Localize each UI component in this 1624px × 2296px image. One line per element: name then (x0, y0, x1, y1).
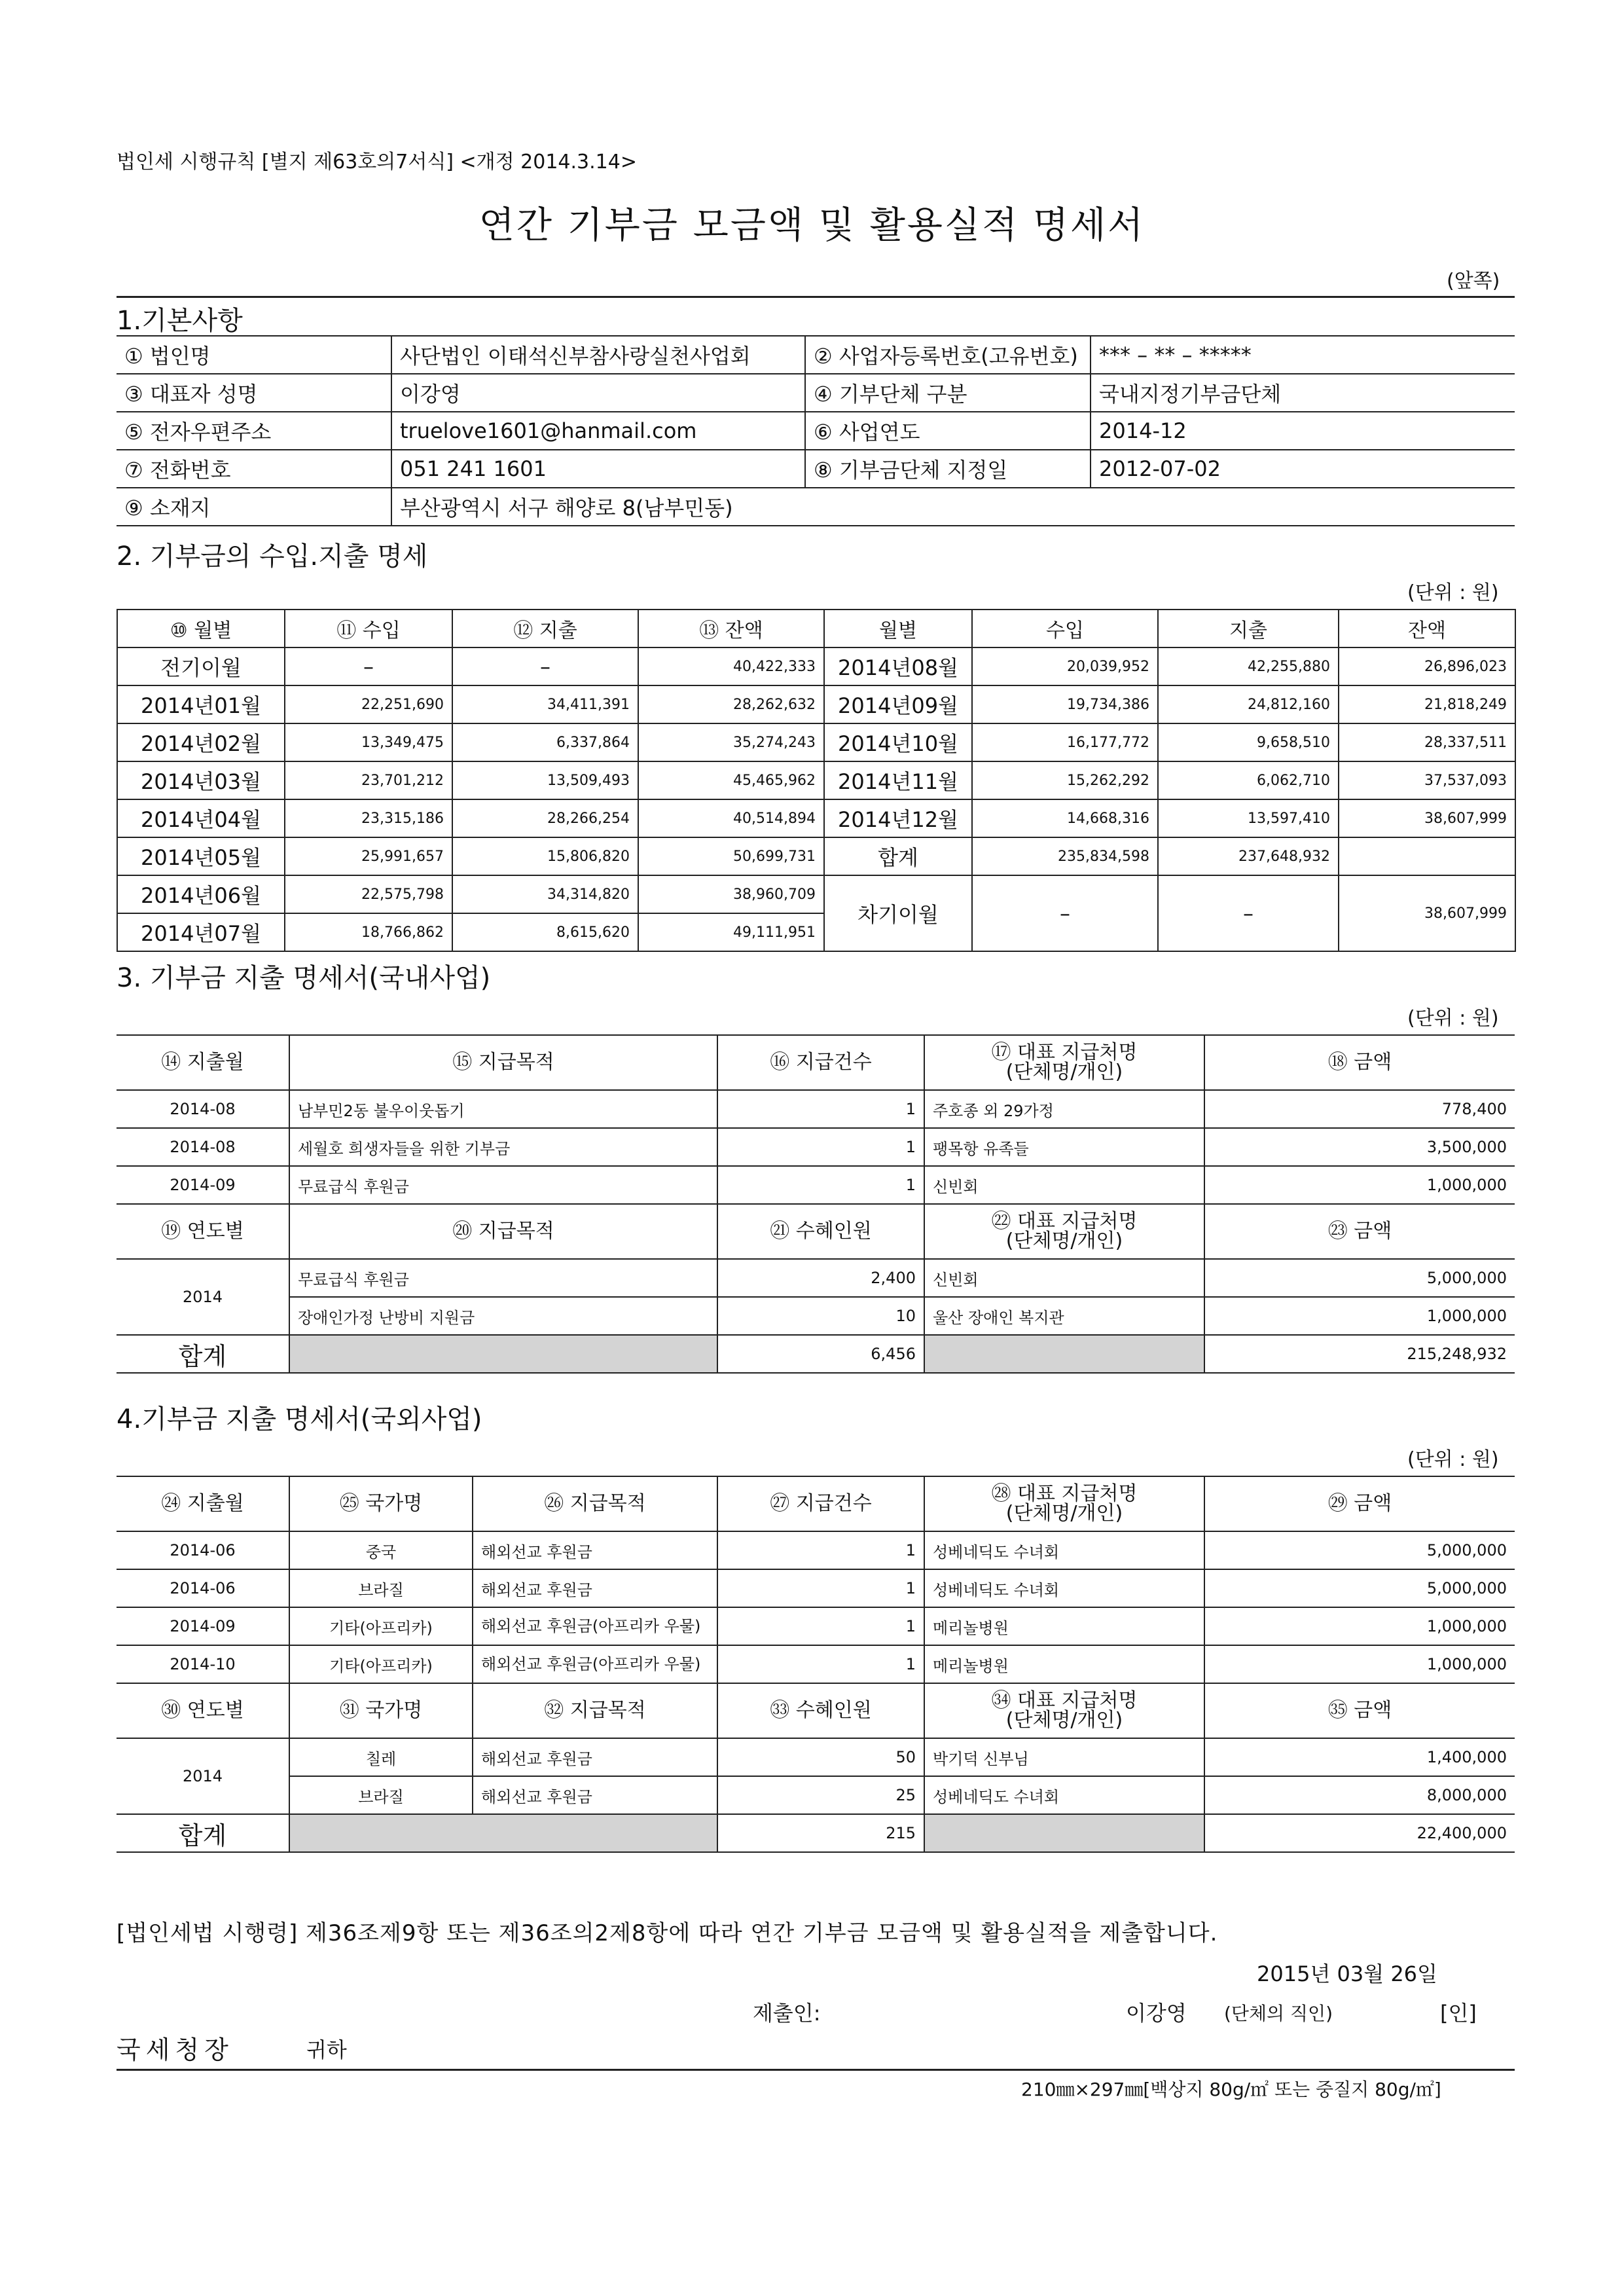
shaded-cell (924, 1814, 1204, 1852)
cell: 해외선교 후원금 (473, 1569, 717, 1607)
total-amount: 22,400,000 (1204, 1814, 1515, 1852)
cell: – (452, 647, 638, 685)
cell: 1 (717, 1569, 924, 1607)
cell: 장애인가정 난방비 지원금 (289, 1297, 717, 1335)
submitter-name: 이강영 (1126, 2001, 1187, 2026)
value: 국내지정기부금단체 (1091, 374, 1515, 412)
value: 051 241 1601 (391, 450, 805, 488)
col-header: ⑭ 지출월 (117, 1035, 289, 1090)
col-header: ⑲ 연도별 (117, 1204, 289, 1259)
label: ⑨ 소재지 (117, 488, 391, 526)
table-row (117, 1738, 1515, 1776)
cell: 남부민2동 불우이웃돕기 (289, 1090, 717, 1128)
cell: 10 (717, 1297, 924, 1335)
value: 이강영 (391, 374, 805, 412)
cell: 21,818,249 (1339, 685, 1515, 723)
cell: 기타(아프리카) (289, 1645, 473, 1683)
cell: 브라질 (289, 1569, 473, 1607)
col-header: ⑯ 지급건수 (717, 1035, 924, 1090)
cell: 성베네딕도 수녀회 (924, 1531, 1204, 1569)
total-row (117, 1814, 1515, 1852)
value: 2014-12 (1091, 412, 1515, 450)
submission-statement: [법인세법 시행령] 제36조제9항 또는 제36조의2제8항에 따라 연간 기부금 모금액 및 활용실적을 제출합니다. (117, 1920, 1218, 1946)
label: ② 사업자등록번호(고유번호) (805, 336, 1091, 374)
col-header: ㉛ 국가명 (289, 1683, 473, 1738)
cell: 38,960,709 (638, 875, 824, 913)
cell: 42,255,880 (1158, 647, 1339, 685)
cell: 세월호 희생자들을 위한 기부금 (289, 1128, 717, 1166)
cell: 16,177,772 (972, 723, 1158, 761)
table-header (117, 1476, 1515, 1531)
col-header: ㉔ 지출월 (117, 1476, 289, 1531)
unit-label: (단위 : 원) (1407, 581, 1499, 604)
cell: 45,465,962 (638, 761, 824, 799)
table-row (117, 1128, 1515, 1166)
unit-label: (단위 : 원) (1407, 1007, 1499, 1030)
col-header (924, 1683, 1204, 1738)
col-header: ⑳ 지급목적 (289, 1204, 717, 1259)
value: 2012-07-02 (1091, 450, 1515, 488)
basic-row (117, 488, 1515, 526)
col-header: ⑱ 금액 (1204, 1035, 1515, 1090)
cell (1339, 837, 1515, 875)
col-header: ⑪ 수입 (285, 610, 452, 647)
unit-label: (단위 : 원) (1407, 1448, 1499, 1471)
cell: 49,111,951 (638, 913, 824, 951)
cell: 15,806,820 (452, 837, 638, 875)
header-line: (단체명/개인) (1005, 1502, 1123, 1525)
col-header (924, 1476, 1204, 1531)
form-regulation: 법인세 시행규칙 [별지 제63호의7서식] <개정 2014.3.14> (117, 151, 637, 173)
col-header: ㉑ 수혜인원 (717, 1204, 924, 1259)
label: ③ 대표자 성명 (117, 374, 391, 412)
table-header (117, 1683, 1515, 1738)
total-row (117, 1335, 1515, 1373)
cell: 1,400,000 (1204, 1738, 1515, 1776)
cell: 13,349,475 (285, 723, 452, 761)
cell: 성베네딕도 수녀회 (924, 1569, 1204, 1607)
domestic-table (117, 1034, 1515, 1374)
cell: 2014년10월 (824, 723, 972, 761)
col-header: ⑬ 잔액 (638, 610, 824, 647)
cell: 1,000,000 (1204, 1166, 1515, 1204)
page-side: (앞쪽) (1447, 270, 1500, 293)
cell: 15,262,292 (972, 761, 1158, 799)
cell: 8,615,620 (452, 913, 638, 951)
table-row (117, 1607, 1515, 1645)
cell: 22,575,798 (285, 875, 452, 913)
table-header (117, 1035, 1515, 1090)
cell: 중국 (289, 1531, 473, 1569)
cell: 50,699,731 (638, 837, 824, 875)
total-count: 215 (717, 1814, 924, 1852)
label: ⑤ 전자우편주소 (117, 412, 391, 450)
cell: 6,337,864 (452, 723, 638, 761)
cell: 5,000,000 (1204, 1569, 1515, 1607)
label: ④ 기부단체 구분 (805, 374, 1091, 412)
cell: 2014-06 (117, 1531, 289, 1569)
col-header: ⑫ 지출 (452, 610, 638, 647)
basic-row (117, 412, 1515, 450)
cell: 34,411,391 (452, 685, 638, 723)
cell: 해외선교 후원금(아프리카 우물) (473, 1607, 717, 1645)
table-row (117, 1259, 1515, 1297)
table-row (117, 875, 1515, 913)
cell: 6,062,710 (1158, 761, 1339, 799)
col-header (924, 1035, 1204, 1090)
cell: 778,400 (1204, 1090, 1515, 1128)
cell: 2014 (117, 1259, 289, 1335)
table-row (117, 1569, 1515, 1607)
cell: 2014년03월 (117, 761, 285, 799)
cell: 5,000,000 (1204, 1259, 1515, 1297)
cell: 28,266,254 (452, 799, 638, 837)
cell: 237,648,932 (1158, 837, 1339, 875)
total-label: 합계 (117, 1335, 289, 1373)
table-row (117, 1645, 1515, 1683)
submission-date: 2015년 03월 26일 (1257, 1961, 1437, 1986)
header-line: ㉒ 대표 지급처명 (991, 1210, 1138, 1233)
col-header (924, 1204, 1204, 1259)
basic-row (117, 374, 1515, 412)
page-title: 연간 기부금 모금액 및 활용실적 명세서 (478, 204, 1146, 247)
col-header: 지출 (1158, 610, 1339, 647)
col-header: 잔액 (1339, 610, 1515, 647)
cell: 5,000,000 (1204, 1531, 1515, 1569)
cell: 2014년02월 (117, 723, 285, 761)
total-amount: 215,248,932 (1204, 1335, 1515, 1373)
cell: 2014-08 (117, 1128, 289, 1166)
cell: 박기덕 신부님 (924, 1738, 1204, 1776)
cell: – (285, 647, 452, 685)
cell: 2014년05월 (117, 837, 285, 875)
value: 사단법인 이태석신부참사랑실천사업회 (391, 336, 805, 374)
cell: 무료급식 후원금 (289, 1259, 717, 1297)
cell: 1 (717, 1607, 924, 1645)
cell: 해외선교 후원금 (473, 1531, 717, 1569)
header-line: (단체명/개인) (1005, 1709, 1123, 1732)
value: truelove1601@hanmail.com (391, 412, 805, 450)
cell: 40,422,333 (638, 647, 824, 685)
cell: 38,607,999 (1339, 875, 1515, 951)
col-header: ㉜ 지급목적 (473, 1683, 717, 1738)
shaded-cell (289, 1814, 717, 1852)
cell: 2014-08 (117, 1090, 289, 1128)
cell: 22,251,690 (285, 685, 452, 723)
cell: 2014년08월 (824, 647, 972, 685)
cell: 해외선교 후원금 (473, 1776, 717, 1814)
submitter-label: 제출인: (753, 2001, 821, 2026)
section-income-title: 2. 기부금의 수입.지출 명세 (117, 541, 428, 572)
cell: 2014-09 (117, 1166, 289, 1204)
header-line: ㉘ 대표 지급처명 (991, 1482, 1138, 1505)
label: ⑦ 전화번호 (117, 450, 391, 488)
cell: 1,000,000 (1204, 1607, 1515, 1645)
cell: 19,734,386 (972, 685, 1158, 723)
header-line: ㉞ 대표 지급처명 (991, 1689, 1138, 1712)
cell: 2014년01월 (117, 685, 285, 723)
col-header: ㉖ 지급목적 (473, 1476, 717, 1531)
cell: 2014-06 (117, 1569, 289, 1607)
col-header: ㉙ 금액 (1204, 1476, 1515, 1531)
table-row (117, 685, 1515, 723)
header-line: (단체명/개인) (1005, 1230, 1123, 1252)
section-basic-title: 1.기본사항 (117, 306, 243, 336)
cell: 메리놀병원 (924, 1607, 1204, 1645)
cell: 28,262,632 (638, 685, 824, 723)
cell: 23,315,186 (285, 799, 452, 837)
col-header: ⑩ 월별 (117, 610, 285, 647)
section-foreign-title: 4.기부금 지출 명세서(국외사업) (117, 1404, 482, 1434)
cell: 34,314,820 (452, 875, 638, 913)
cell: 전기이월 (117, 647, 285, 685)
value: *** – ** – ***** (1091, 336, 1515, 374)
cell: 차기이월 (824, 875, 972, 951)
col-header: 월별 (824, 610, 972, 647)
cell: 1 (717, 1166, 924, 1204)
cell: 24,812,160 (1158, 685, 1339, 723)
table-row (117, 1090, 1515, 1128)
col-header: ㉟ 금액 (1204, 1683, 1515, 1738)
table-row (117, 1166, 1515, 1204)
col-header: ㉗ 지급건수 (717, 1476, 924, 1531)
cell: 기타(아프리카) (289, 1607, 473, 1645)
cell: 8,000,000 (1204, 1776, 1515, 1814)
foreign-table (117, 1476, 1515, 1853)
cell: 25,991,657 (285, 837, 452, 875)
table-header (117, 610, 1515, 647)
cell: 2014년09월 (824, 685, 972, 723)
cell: 2014 (117, 1738, 289, 1814)
col-header: ㉕ 국가명 (289, 1476, 473, 1531)
cell: 1,000,000 (1204, 1297, 1515, 1335)
cell: 메리놀병원 (924, 1645, 1204, 1683)
table-row (117, 799, 1515, 837)
cell: 1 (717, 1090, 924, 1128)
cell: – (972, 875, 1158, 951)
table-header (117, 1204, 1515, 1259)
cell: 1,000,000 (1204, 1645, 1515, 1683)
cell: 2014년06월 (117, 875, 285, 913)
cell: 성베네딕도 수녀회 (924, 1776, 1204, 1814)
cell: 235,834,598 (972, 837, 1158, 875)
cell: 25 (717, 1776, 924, 1814)
table-row (117, 837, 1515, 875)
cell: 2014년11월 (824, 761, 972, 799)
cell: 신빈회 (924, 1166, 1204, 1204)
table-row (117, 647, 1515, 685)
basic-info-table (117, 335, 1515, 526)
col-header: ㉓ 금액 (1204, 1204, 1515, 1259)
cell: 1 (717, 1531, 924, 1569)
cell: 50 (717, 1738, 924, 1776)
cell: 해외선교 후원금(아프리카 우물) (473, 1645, 717, 1683)
cell: 2014-10 (117, 1645, 289, 1683)
basic-row (117, 450, 1515, 488)
label: ⑧ 기부금단체 지정일 (805, 450, 1091, 488)
income-table (117, 609, 1516, 952)
cell: 2014년12월 (824, 799, 972, 837)
basic-row (117, 336, 1515, 374)
table-row (117, 1776, 1515, 1814)
cell: 13,509,493 (452, 761, 638, 799)
cell: 28,337,511 (1339, 723, 1515, 761)
cell: 2,400 (717, 1259, 924, 1297)
label: ⑥ 사업연도 (805, 412, 1091, 450)
recipient-suffix: 귀하 (306, 2037, 347, 2062)
cell: 3,500,000 (1204, 1128, 1515, 1166)
section-domestic-title: 3. 기부금 지출 명세서(국내사업) (117, 963, 491, 993)
cell: 2014-09 (117, 1607, 289, 1645)
cell: 주호종 외 29가정 (924, 1090, 1204, 1128)
cell: 2014년07월 (117, 913, 285, 951)
table-row (117, 1297, 1515, 1335)
cell: 브라질 (289, 1776, 473, 1814)
cell: 23,701,212 (285, 761, 452, 799)
cell: 40,514,894 (638, 799, 824, 837)
table-row (117, 1531, 1515, 1569)
cell: – (1158, 875, 1339, 951)
cell: 신빈회 (924, 1259, 1204, 1297)
table-row (117, 723, 1515, 761)
cell: 울산 장애인 복지관 (924, 1297, 1204, 1335)
submitter-role: (단체의 직인) (1224, 2003, 1333, 2024)
cell: 18,766,862 (285, 913, 452, 951)
cell: 팽목항 유족들 (924, 1128, 1204, 1166)
cell: 35,274,243 (638, 723, 824, 761)
label: ① 법인명 (117, 336, 391, 374)
paper-spec: 210㎜×297㎜[백상지 80g/㎡ 또는 중질지 80g/㎡] (1021, 2079, 1441, 2100)
shaded-cell (289, 1335, 717, 1373)
table-row (117, 761, 1515, 799)
value: 부산광역시 서구 해양로 8(남부민동) (391, 488, 1515, 526)
total-count: 6,456 (717, 1335, 924, 1373)
shaded-cell (924, 1335, 1204, 1373)
cell: 38,607,999 (1339, 799, 1515, 837)
cell: 합계 (824, 837, 972, 875)
cell: 26,896,023 (1339, 647, 1515, 685)
col-header: ⑮ 지급목적 (289, 1035, 717, 1090)
cell: 20,039,952 (972, 647, 1158, 685)
cell: 1 (717, 1645, 924, 1683)
col-header: 수입 (972, 610, 1158, 647)
col-header: ㉝ 수혜인원 (717, 1683, 924, 1738)
cell: 2014년04월 (117, 799, 285, 837)
cell: 14,668,316 (972, 799, 1158, 837)
cell: 37,537,093 (1339, 761, 1515, 799)
cell: 1 (717, 1128, 924, 1166)
cell: 칠레 (289, 1738, 473, 1776)
seal-mark: [인] (1440, 2001, 1477, 2026)
total-label: 합계 (117, 1814, 289, 1852)
header-line: (단체명/개인) (1005, 1061, 1123, 1084)
col-header: ㉚ 연도별 (117, 1683, 289, 1738)
header-line: ⑰ 대표 지급처명 (991, 1041, 1138, 1064)
cell: 해외선교 후원금 (473, 1738, 717, 1776)
cell: 13,597,410 (1158, 799, 1339, 837)
cell: 9,658,510 (1158, 723, 1339, 761)
recipient: 국세청장 (117, 2035, 234, 2064)
cell: 무료급식 후원금 (289, 1166, 717, 1204)
